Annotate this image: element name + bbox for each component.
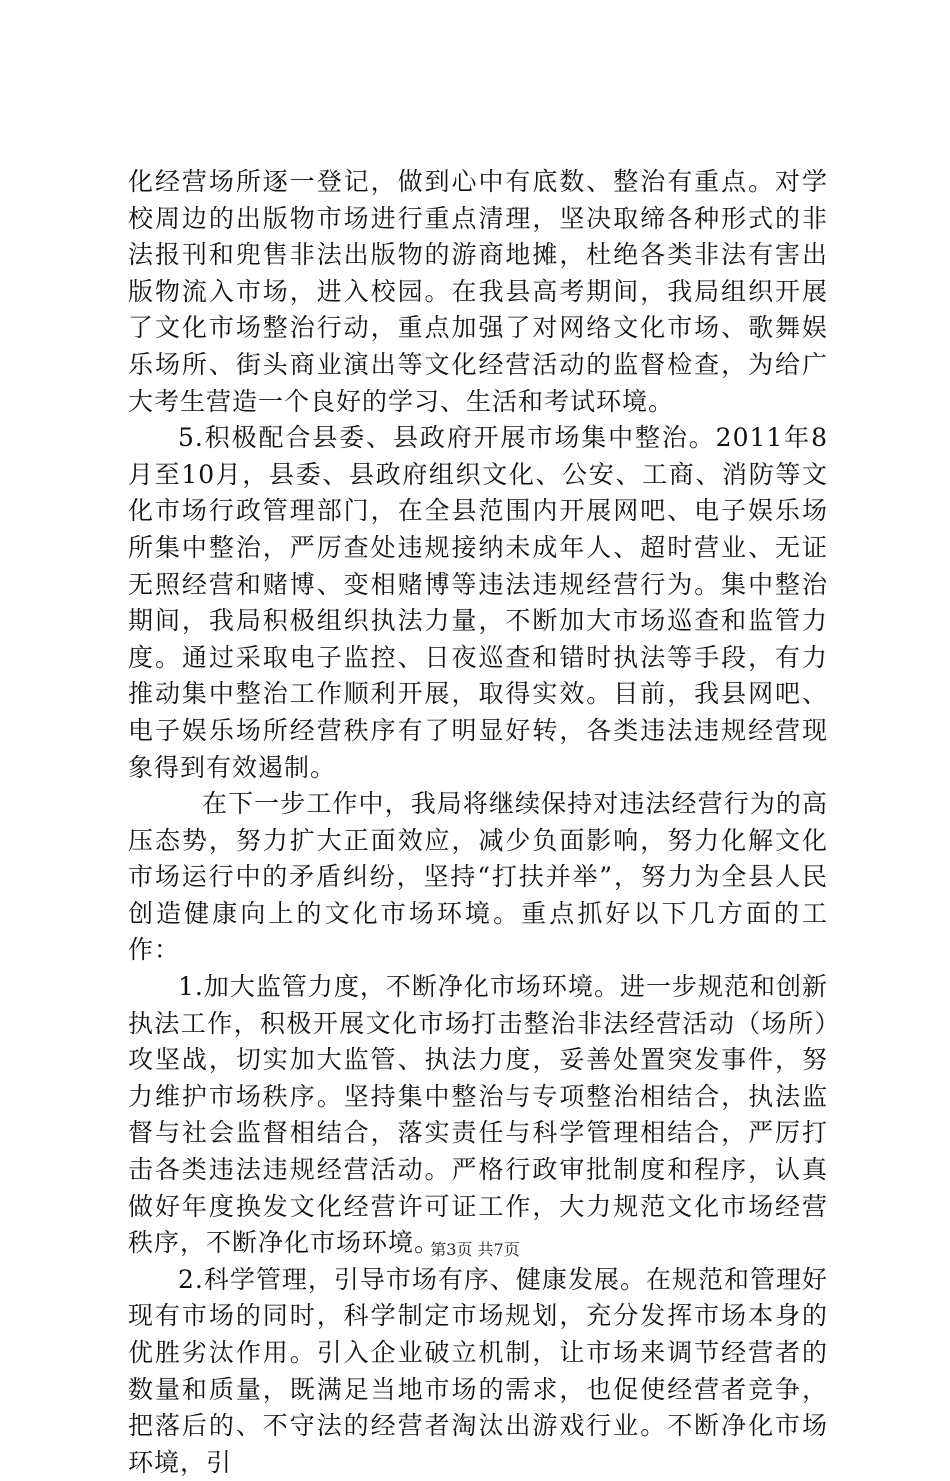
page-footer: 第3页 共7页	[430, 1240, 520, 1259]
document-body	[128, 164, 828, 1481]
paragraph-item-2: 2.科学管理，引导市场有序、健康发展。在规范和管理好现有市场的同时，科学制定市场规划，充分发挥市场本身的优胜劣汰作用。引入企业破立机制，让市场来调节经营者的数量和质量，既满足当地市场的需求，也促使经营者竞争，把落后的、不守法的经营者淘汰出游戏行业。不断净化市场环境，引	[128, 1264, 828, 1477]
paragraph-continuation: 化经营场所逐一登记，做到心中有底数、整治有重点。对学校周边的出版物市场进行重点清理，坚决取缔各种形式的非法报刊和兜售非法出版物的游商地摊，杜绝各类非法有害出版物流入市场，进入校园。在我县高考期间，我局组织开展了文化市场整治行动，重点加强了对网络文化市场、歌舞娱乐场所、街头商业演出等文化经营活动的监督检查，为给广大考生营造一个良好的学习、生活和考试环境。	[128, 167, 828, 416]
paragraph-item-1: 1.加大监管力度，不断净化市场环境。进一步规范和创新执法工作，积极开展文化市场打击整治非法经营活动（场所）攻坚战，切实加大监管、执法力度，妥善处置突发事件，努力维护市场秩序。坚持集中整治与专项整治相结合，执法监督与社会监督相结合，落实责任与科学管理相结合，严厉打击各类违法违规经营活动。严格行政审批制度和程序，认真做好年度换发文化经营许可证工作，大力规范文化市场经营秩序，不断净化市场环境。	[128, 972, 828, 1258]
paragraph-item-5: 5.积极配合县委、县政府开展市场集中整治。2011年8月至10月，县委、县政府组织文化、公安、工商、消防等文化市场行政管理部门，在全县范围内开展网吧、电子娱乐场所集中整治，严厉查处违规接纳未成年人、超时营业、无证无照经营和赌博、变相赌博等违法违规经营行为。集中整治期间，我局积极组织执法力量，不断加大市场巡查和监管力度。通过采取电子监控、日夜巡查和错时执法等手段，有力推动集中整治工作顺利开展，取得实效。目前，我县网吧、电子娱乐场所经营秩序有了明显好转，各类违法违规经营现象得到有效遏制。	[128, 423, 828, 782]
paragraph-next-steps: 在下一步工作中，我局将继续保持对违法经营行为的高压态势，努力扩大正面效应，减少负面影响，努力化解文化市场运行中的矛盾纠纷，坚持“打扶并举”，努力为全县人民创造健康向上的文化市场环境。重点抓好以下几方面的工作：	[128, 789, 828, 965]
